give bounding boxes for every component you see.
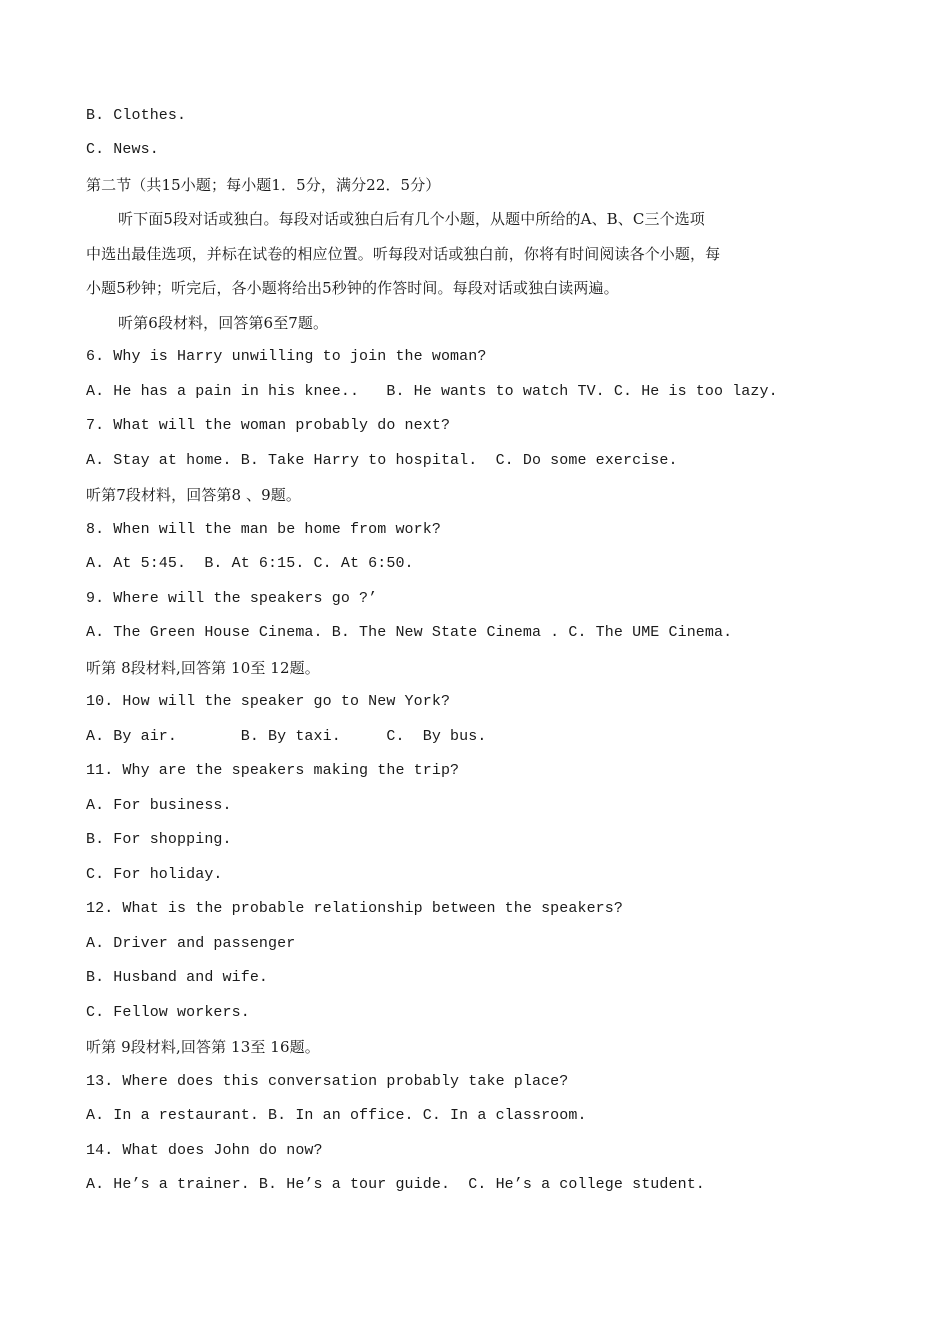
question-6: 6. Why is Harry unwilling to join the woman?: [86, 348, 487, 365]
section-heading: 第二节（共15小题；每小题1．5分，满分22．5分）: [86, 176, 441, 194]
question-8: 8. When will the man be home from work?: [86, 521, 441, 538]
question-9: 9. Where will the speakers go ?’: [86, 590, 378, 607]
question-7-options: A. Stay at home. B. Take Harry to hospital. C. Do some exercise.: [86, 452, 678, 469]
question-11: 11. Why are the speakers making the trip?: [86, 762, 460, 779]
question-7: 7. What will the woman probably do next?: [86, 417, 451, 434]
question-8-options: A. At 5:45. B. At 6:15. C. At 6:50.: [86, 555, 414, 572]
instructions-line-3: 小题5秒钟；听完后，各小题将给出5秒钟的作答时间。每段对话或独白读两遍。: [86, 279, 619, 297]
material-9-heading: 听第 9段材料,回答第 13至 16题。: [86, 1038, 320, 1056]
question-14: 14. What does John do now?: [86, 1142, 323, 1159]
option-b-clothes: B. Clothes.: [86, 107, 187, 124]
material-6-heading: 听第6段材料，回答第6至7题。: [118, 314, 329, 332]
question-11-option-a: A. For business.: [86, 797, 232, 814]
question-6-options: A. He has a pain in his knee.. B. He wants to watch TV. C. He is too lazy.: [86, 383, 778, 400]
material-8-heading: 听第 8段材料,回答第 10至 12题。: [86, 659, 320, 677]
question-13-options: A. In a restaurant. B. In an office. C. In a classroom.: [86, 1107, 587, 1124]
question-11-option-b: B. For shopping.: [86, 831, 232, 848]
question-9-options: A. The Green House Cinema. B. The New State Cinema . C. The UME Cinema.: [86, 624, 733, 641]
question-12-option-c: C. Fellow workers.: [86, 1004, 250, 1021]
question-12: 12. What is the probable relationship between the speakers?: [86, 900, 623, 917]
question-10: 10. How will the speaker go to New York?: [86, 693, 451, 710]
question-13: 13. Where does this conversation probably take place?: [86, 1073, 569, 1090]
question-10-options: A. By air. B. By taxi. C. By bus.: [86, 728, 487, 745]
material-7-heading: 听第7段材料，回答第8 、9题。: [86, 486, 301, 504]
instructions-line-2: 中选出最佳选项，并标在试卷的相应位置。听每段对话或独白前，你将有时间阅读各个小题，每: [86, 245, 721, 263]
question-12-option-a: A. Driver and passenger: [86, 935, 296, 952]
instructions-line-1: 听下面5段对话或独白。每段对话或独白后有几个小题，从题中所给的A、B、C三个选项: [118, 210, 705, 228]
question-11-option-c: C. For holiday.: [86, 866, 223, 883]
option-c-news: C. News.: [86, 141, 159, 158]
question-14-options: A. He’s a trainer. B. He’s a tour guide. C. He’s a college student.: [86, 1176, 705, 1193]
question-12-option-b: B. Husband and wife.: [86, 969, 269, 986]
